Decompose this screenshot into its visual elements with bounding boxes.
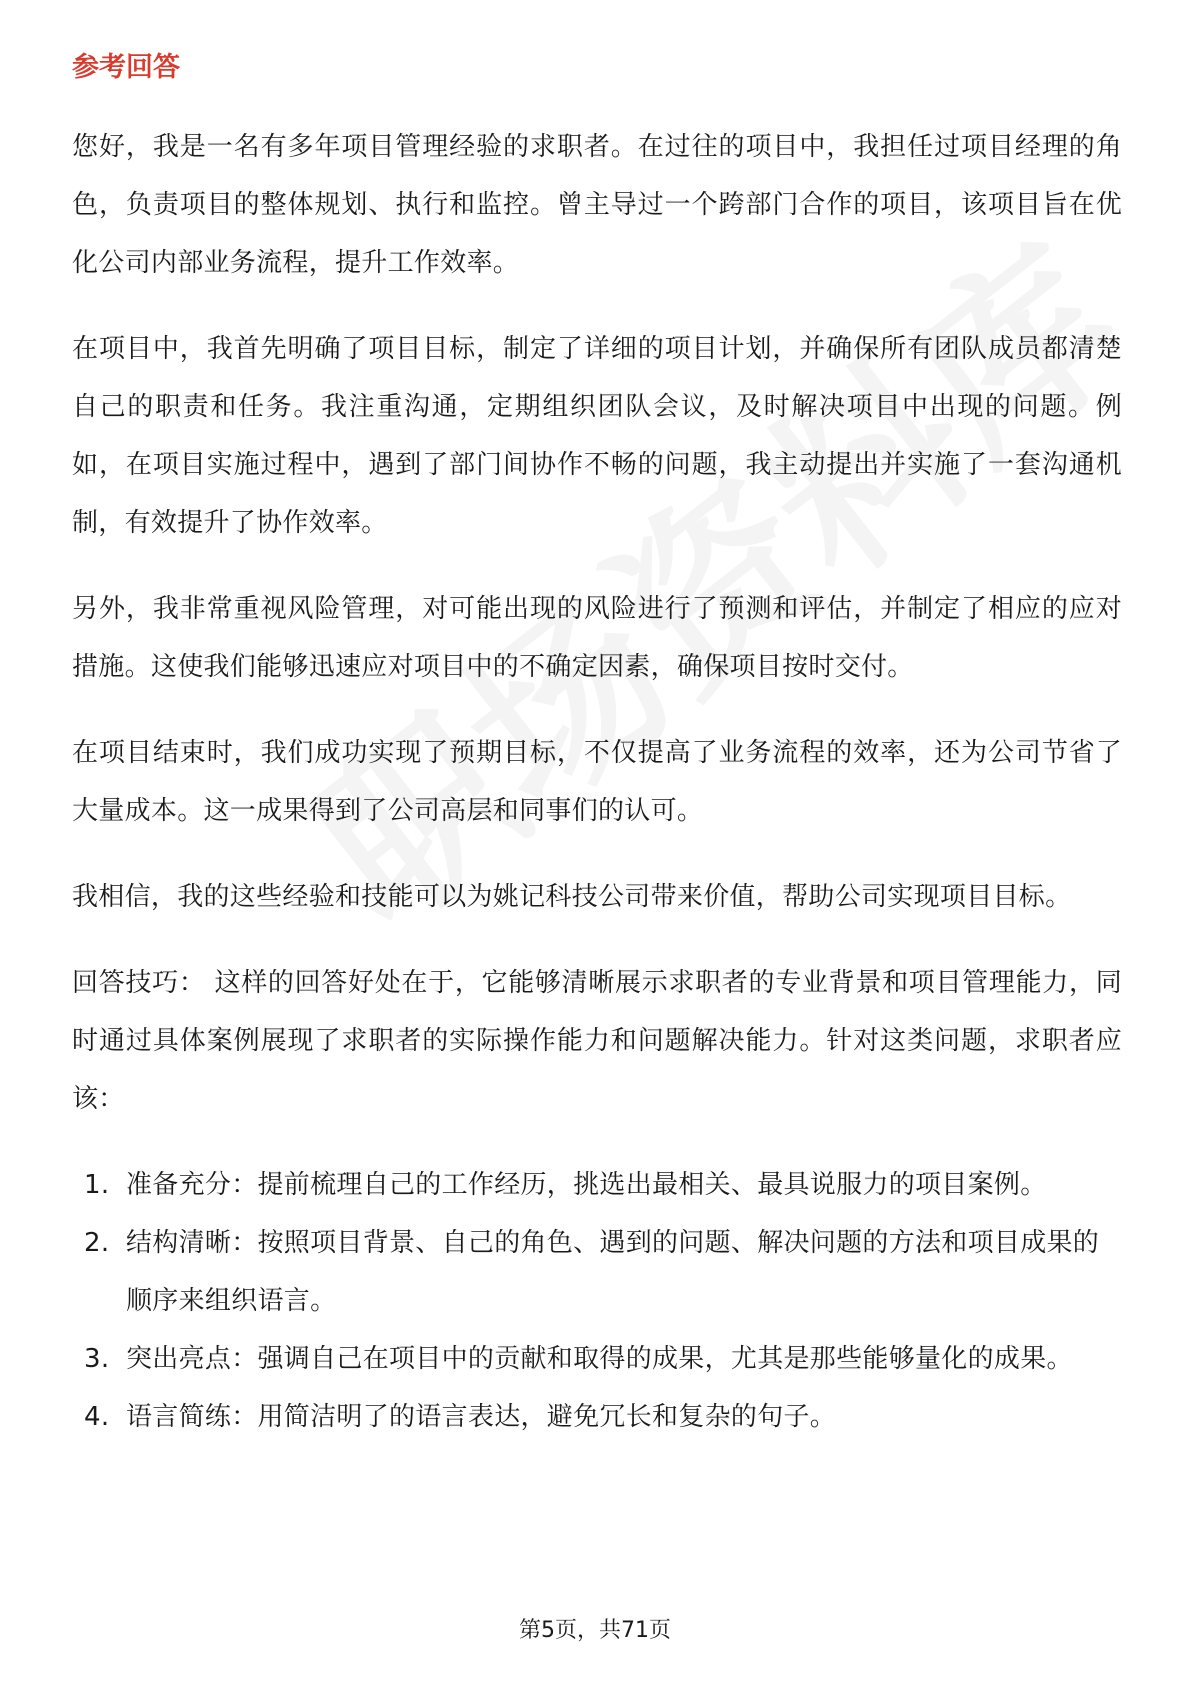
- list-text: 语言简练：用简洁明了的语言表达，避免冗长和复杂的句子。: [126, 1402, 837, 1432]
- answer-content: [72, 118, 1122, 1446]
- page-number: 第5页，共71页: [519, 1618, 671, 1643]
- list-number: 2.: [84, 1228, 110, 1258]
- paragraph: 您好，我是一名有多年项目管理经验的求职者。在过往的项目中，我担任过项目经理的角色，负责项目的整体规划、执行和监控。曾主导过一个跨部门合作的项目，该项目旨在优化公司内部业务流程，提升工作效率。: [72, 132, 1122, 278]
- list-text: 突出亮点：强调自己在项目中的贡献和取得的成果，尤其是那些能够量化的成果。: [126, 1344, 1073, 1374]
- list-item: [72, 1388, 1122, 1446]
- paragraph: 另外，我非常重视风险管理，对可能出现的风险进行了预测和评估，并制定了相应的应对措施。这使我们能够迅速应对项目中的不确定因素，确保项目按时交付。: [72, 594, 1122, 682]
- list-text: 结构清晰：按照项目背景、自己的角色、遇到的问题、解决问题的方法和项目成果的顺序来组织语言。: [126, 1228, 1100, 1316]
- list-number: 3.: [84, 1344, 110, 1374]
- paragraph: 在项目结束时，我们成功实现了预期目标，不仅提高了业务流程的效率，还为公司节省了大量成本。这一成果得到了公司高层和同事们的认可。: [72, 738, 1122, 826]
- list-item: [72, 1330, 1122, 1388]
- list-text: 准备充分：提前梳理自己的工作经历，挑选出最相关、最具说服力的项目案例。: [126, 1170, 1047, 1200]
- list-item: [72, 1156, 1122, 1214]
- tips-list: [72, 1156, 1122, 1446]
- list-number: 1.: [84, 1170, 110, 1200]
- list-number: 4.: [84, 1402, 110, 1432]
- list-item: [72, 1214, 1122, 1330]
- section-title: 参考回答: [72, 52, 180, 83]
- paragraph: 我相信，我的这些经验和技能可以为姚记科技公司带来价值，帮助公司实现项目目标。: [72, 882, 1072, 912]
- paragraph: 在项目中，我首先明确了项目目标，制定了详细的项目计划，并确保所有团队成员都清楚自己的职责和任务。我注重沟通，定期组织团队会议，及时解决项目中出现的问题。例如，在项目实施过程中，遇到了部门间协作不畅的问题，我主动提出并实施了一套沟通机制，有效提升了协作效率。: [72, 334, 1122, 538]
- tips-intro: 回答技巧： 这样的回答好处在于，它能够清晰展示求职者的专业背景和项目管理能力，同时通过具体案例展现了求职者的实际操作能力和问题解决能力。针对这类问题，求职者应该：: [72, 968, 1122, 1114]
